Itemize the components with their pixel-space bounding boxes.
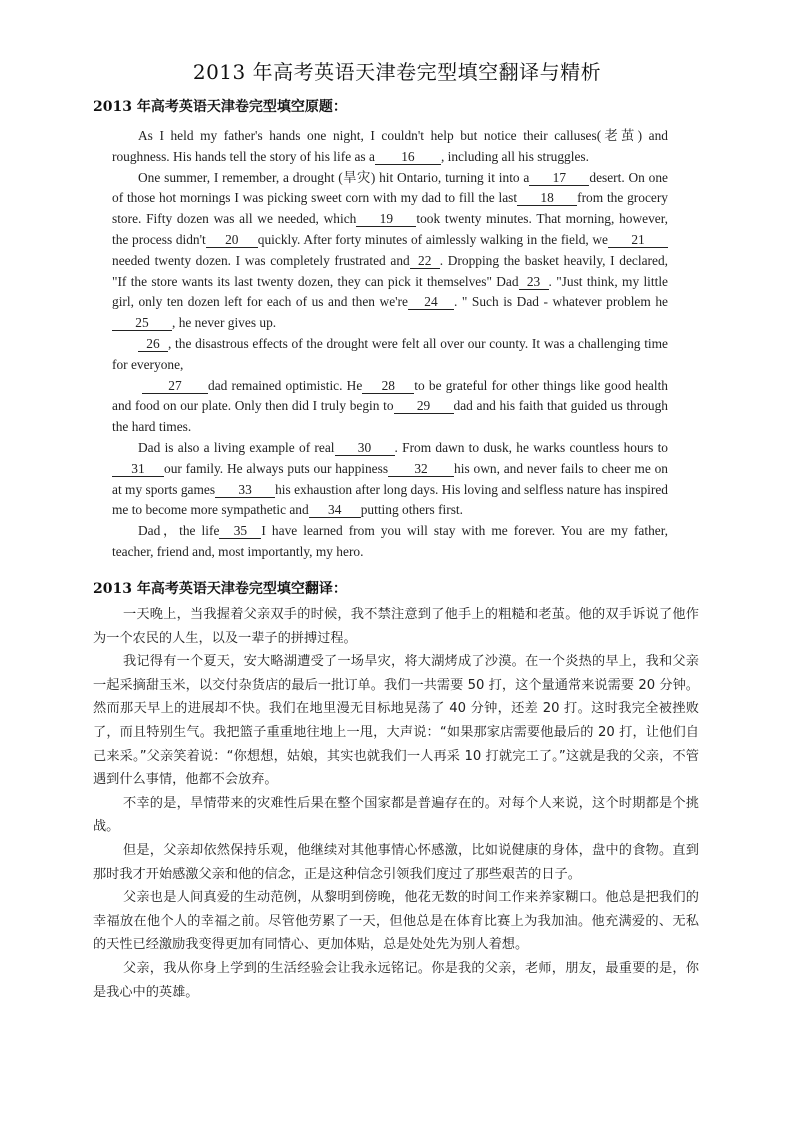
passage-text: needed twenty dozen. I was completely frustrated and [112,252,410,268]
passage-text: to be grateful for other things like good health and food on our plate. Only then did I truly begin to [112,377,669,414]
translation-heading: 2013 年高考英语天津卷完型填空翻译： [93,581,347,597]
passage-text: took twenty minutes. That morning, however, the process didn't [112,211,668,247]
blank-16: 16 [375,149,441,165]
passage-text: quickly. After forty minutes of aimlessly walking in the field, we [257,231,609,247]
translation-paragraph-3: 不幸的是，旱情带来的灾难性后果在整个国家都是普遍存在的。对每个人来说，这个时期都是个挑战。 [93,795,699,835]
passage-paragraph-5 [112,438,668,521]
document-title: 2013 年高考英语天津卷完型填空翻译与精析 [192,60,602,84]
translation-passage [93,603,699,1004]
passage-text: from the grocery store. Fifty dozen was all we needed, which [112,190,668,227]
blank-24: 24 [408,294,454,310]
blank-22: 22 [410,253,440,269]
blank-33: 33 [215,482,275,498]
passage-text: . "Just think, my little girl, only ten dozen left for each of us and then we're [112,273,668,310]
passage-text: Dad，the life [138,523,220,539]
passage-paragraph-3 [112,334,668,376]
blank-35: 35 [219,523,261,539]
passage-text: . Dropping the basket heavily, I declared, "If the store wants its last twenty dozen, they can pick it themselves" Dad [112,252,668,289]
original-passage-heading: 2013 年高考英语天津卷完型填空原题： [93,99,347,115]
passage-paragraph-1 [112,126,668,168]
blank-20: 20 [206,232,258,248]
passage-text: dad remained optimistic. He [208,377,363,393]
passage-text: , including all his struggles. [440,148,589,164]
passage-text: his exhaustion after long days. His loving and selfless nature has inspired me to become more sympathetic and [112,481,668,518]
passage-text: , the disastrous effects of the drought were felt all over our county. It was a challenging time for everyone, [112,335,668,372]
translation-paragraph-1: 一天晚上，当我握着父亲双手的时候，我不禁注意到了他手上的粗糙和老茧。他的双手诉说了他作为一个农民的人生，以及一辈子的拼搏过程。 [93,607,699,646]
passage-text: , he never gives up. [172,315,277,331]
passage-text: Dad is also a living example of real [138,439,335,455]
translation-paragraph-2: 我记得有一个夏天，安大略湖遭受了一场旱灾，将大湖烤成了沙漠。在一个炎热的早上，我和父亲一起采摘甜玉米，以交付杂货店的最后一批订单。我们一共需要 50 打，这个量通常来说需要 20 分钟。然而那天早上的进展却不快。我们在地里漫无目标地晃荡了 40 分钟，还差 20 打。这时我完全被挫败了，而且特别生气。我把篮子重重地往地上一甩，大声说：“如果那家店需要他最后的 20 打，让他们自己来采。”父亲笑着说：“你想想，姑娘，其实也就我们一人再采 10 打就完工了。”这就是我的父亲，不管遇到什么事情，他都不会放弃。 [93,654,699,788]
passage-paragraph-2 [112,168,668,334]
blank-19: 19 [356,211,416,227]
passage-text: . From dawn to dusk, he warks countless hours to [394,439,669,455]
passage-text: One summer, I remember, a drought (旱灾) hit Ontario, turning it into a [138,169,530,185]
blank-27: 27 [142,378,208,394]
passage-text: our family. He always puts our happiness [164,460,389,476]
blank-26: 26 [138,336,168,352]
original-passage [112,126,668,563]
passage-text: As I held my father's hands one night, I couldn't help but notice their calluses(老茧) and roughness. His hands tell the story of his life as a [112,128,668,164]
passage-text: dad and his faith that guided us through the hard times. [112,398,668,435]
blank-23: 23 [519,274,549,290]
blank-25: 25 [112,315,172,331]
passage-text: I have learned from you will stay with me forever. You are my father, teacher, friend and, most importantly, my hero. [112,523,668,559]
blank-32: 32 [388,461,454,477]
translation-paragraph-6: 父亲，我从你身上学到的生活经验会让我永远铭记。你是我的父亲，老师，朋友，最重要的是，你是我心中的英雄。 [93,960,699,1000]
passage-text: his own, and never fails to cheer me on at my sports games [112,460,668,497]
blank-17: 17 [529,170,589,186]
passage-text: desert. On one of those hot mornings I was picking sweet corn with my dad to fill the last [112,169,668,206]
blank-34: 34 [309,502,361,518]
passage-paragraph-4 [112,376,668,438]
translation-paragraph-5: 父亲也是人间真爱的生动范例，从黎明到傍晚，他花无数的时间工作来养家糊口。他总是把我们的幸福放在他个人的幸福之前。尽管他劳累了一天，但他总是在体育比赛上为我加油。他充满爱的、无私的天性已经激励我变得更加有同情心、更加体贴，总是处处先为别人着想。 [93,890,699,953]
blank-21: 21 [608,232,668,248]
blank-31: 31 [112,461,164,477]
passage-text: putting others first. [360,502,463,518]
blank-18: 18 [517,190,577,206]
translation-paragraph-4: 但是，父亲却依然保持乐观，他继续对其他事情心怀感激，比如说健康的身体，盘中的食物。直到那时我才开始感激父亲和他的信念，正是这种信念引领我们度过了那些艰苦的日子。 [93,842,699,882]
passage-text: . " Such is Dad - whatever problem he [453,294,668,310]
passage-paragraph-6 [112,521,668,563]
blank-30: 30 [335,440,395,456]
blank-29: 29 [394,398,454,414]
blank-28: 28 [362,378,414,394]
